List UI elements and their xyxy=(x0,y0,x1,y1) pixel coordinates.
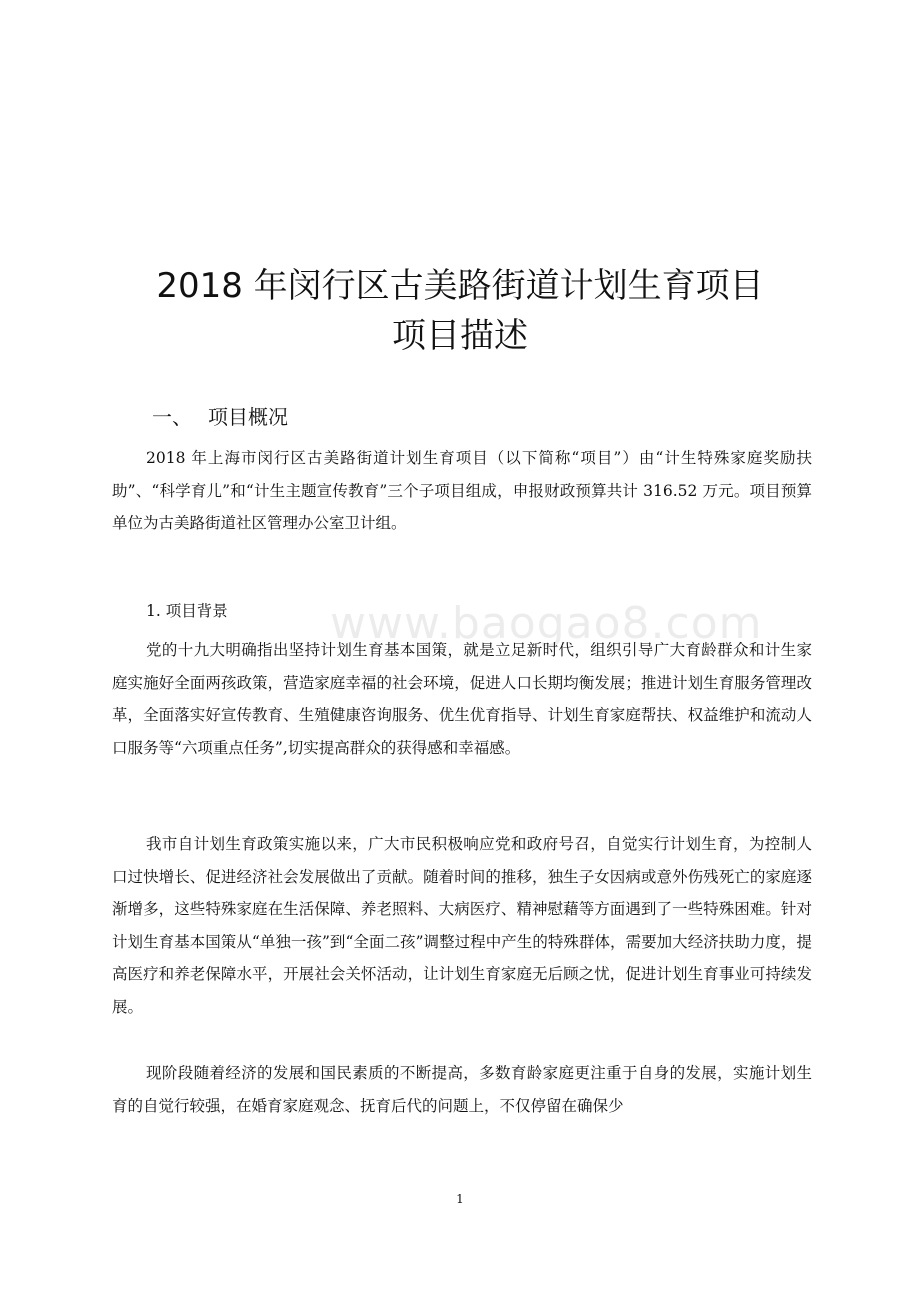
document-title-line1: 2018 年闵行区古美路街道计划生育项目 xyxy=(156,266,764,306)
overview-paragraph: 2018 年上海市闵行区古美路街道计划生育项目（以下简称“项目”）由“计生特殊家庭奖励扶助”、“科学育儿”和“计生主题宣传教育”三个子项目组成，申报财政预算共计 316.52 万元。项目预算单位为古美路街道社区管理办公室卫计组。 xyxy=(112,449,812,533)
background-paragraph-1: 党的十九大明确指出坚持计划生育基本国策，就是立足新时代，组织引导广大育龄群众和计生家庭实施好全面两孩政策，营造家庭幸福的社会环境，促进人口长期均衡发展；推进计划生育服务管理改革，全面落实好宣传教育、生殖健康咨询服务、优生优育指导、计划生育家庭帮扶、权益维护和流动人口服务等“六项重点任务”,切实提高群众的获得感和幸福感。 xyxy=(112,641,812,757)
document-title-line2: 项目描述 xyxy=(392,316,528,356)
section-heading xyxy=(152,404,288,430)
subsection-heading: 1. 项目背景 xyxy=(146,602,228,620)
section-title: 项目概况 xyxy=(208,405,288,429)
background-paragraph-3: 现阶段随着经济的发展和国民素质的不断提高，多数育龄家庭更注重于自身的发展，实施计划生育的自觉行较强，在婚育家庭观念、抚育后代的问题上，不仅停留在确保少 xyxy=(112,1064,812,1115)
page-number: 1 xyxy=(456,1192,464,1206)
section-number: 一、 xyxy=(152,405,192,429)
watermark: www.baogao8.com xyxy=(330,598,763,649)
background-paragraph-2: 我市自计划生育政策实施以来，广大市民积极响应党和政府号召，自觉实行计划生育，为控制人口过快增长、促进经济社会发展做出了贡献。随着时间的推移，独生子女因病或意外伤残死亡的家庭逐渐增多，这些特殊家庭在生活保障、养老照料、大病医疗、精神慰藉等方面遇到了一些特殊困难。针对计划生育基本国策从“单独一孩”到“全面二孩”调整过程中产生的特殊群体，需要加大经济扶助力度，提高医疗和养老保障水平，开展社会关怀活动，让计划生育家庭无后顾之忧，促进计划生育事业可持续发展。 xyxy=(112,835,812,1016)
